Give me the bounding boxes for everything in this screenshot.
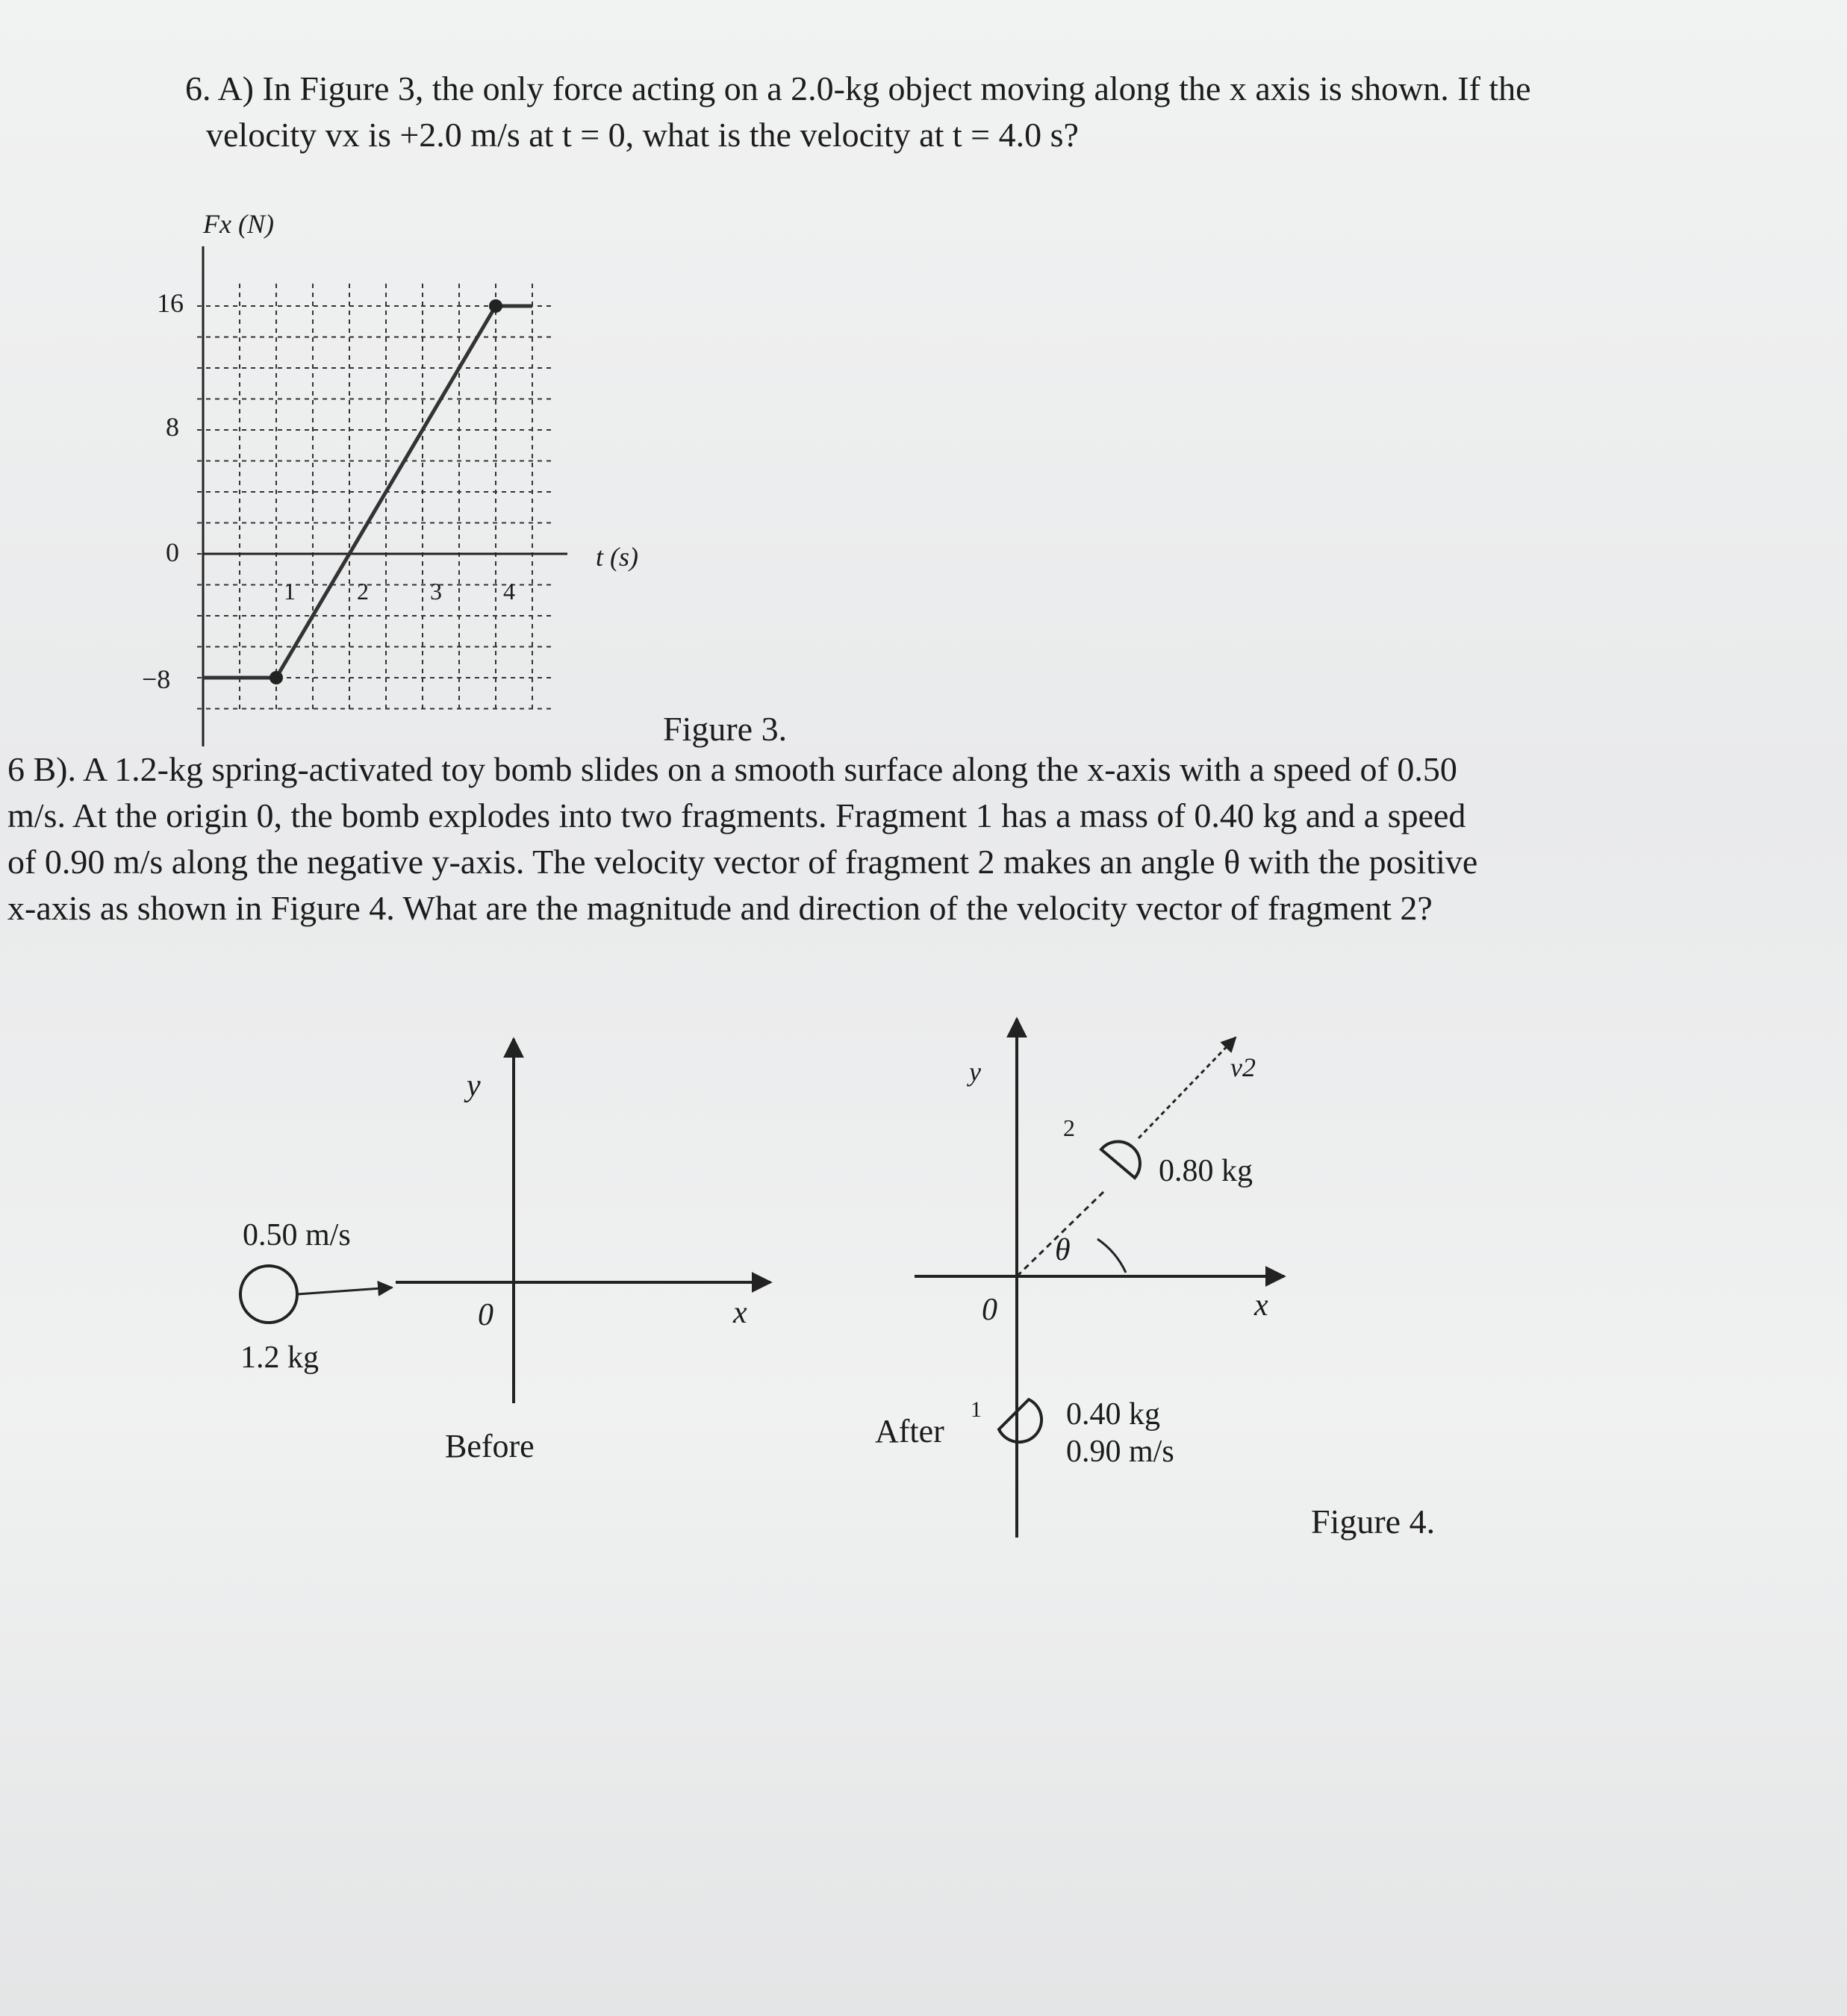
before-diagram <box>240 1039 770 1464</box>
figure-3-graph <box>127 194 694 761</box>
figure-4-caption: Figure 4. <box>1311 1502 1436 1541</box>
fragment2-velocity-arrow <box>1139 1037 1236 1138</box>
figure-4-diagram <box>209 1000 1329 1560</box>
after-diagram <box>875 1019 1284 1538</box>
fragment2-velocity-label: v2 <box>1230 1052 1256 1082</box>
x-tick-3: 3 <box>430 578 442 605</box>
graph-grid <box>197 284 551 711</box>
before-y-label: y <box>467 1069 481 1103</box>
question-b-line-3: of 0.90 m/s along the negative y-axis. The velocity vector of fragment 2 makes an angle θ with the positive <box>7 843 1478 881</box>
bomb-velocity-arrow <box>297 1288 392 1294</box>
graph-tick-labels <box>142 209 638 694</box>
data-point <box>270 671 283 684</box>
bomb-circle <box>240 1266 297 1323</box>
before-label: Before <box>445 1428 535 1464</box>
after-origin-label: 0 <box>982 1293 997 1327</box>
fragment2-shape <box>1101 1142 1140 1178</box>
question-b-line-4: x-axis as shown in Figure 4. What are the magnitude and direction of the velocity vector of fragment 2? <box>7 889 1433 927</box>
fragment1-shape <box>999 1399 1041 1442</box>
angle-theta-label: θ <box>1055 1233 1071 1267</box>
fragment2-mass: 0.80 kg <box>1159 1154 1253 1188</box>
x-axis-label: t (s) <box>596 542 638 572</box>
fragment1-speed: 0.90 m/s <box>1066 1435 1174 1469</box>
fragment1-number: 1 <box>971 1397 982 1422</box>
data-point <box>489 299 502 313</box>
x-tick-1: 1 <box>284 578 296 605</box>
before-x-label: x <box>733 1296 747 1330</box>
before-origin-label: 0 <box>478 1298 493 1332</box>
question-b-line-2: m/s. At the origin 0, the bomb explodes into two fragments. Fragment 1 has a mass of 0.40 kg and a speed <box>7 796 1466 834</box>
after-y-label: y <box>969 1057 981 1087</box>
fragment1-mass: 0.40 kg <box>1066 1397 1160 1432</box>
y-tick-16: 16 <box>157 288 184 318</box>
bomb-mass-label: 1.2 kg <box>240 1341 319 1375</box>
figure-3-caption: Figure 3. <box>663 710 788 748</box>
question-a-line-2: velocity vx is +2.0 m/s at t = 0, what is the velocity at t = 4.0 s? <box>206 116 1079 154</box>
angle-arc <box>1097 1239 1126 1273</box>
question-a-line-1: 6. A) In Figure 3, the only force acting on a 2.0-kg object moving along the x axis is shown. If the <box>185 69 1531 107</box>
y-axis-label: Fx (N) <box>203 209 274 239</box>
after-label: After <box>875 1413 944 1449</box>
fragment2-number: 2 <box>1063 1114 1075 1141</box>
question-b <box>7 746 1814 931</box>
bomb-speed-label: 0.50 m/s <box>243 1218 351 1252</box>
y-tick-neg8: −8 <box>142 664 171 694</box>
x-tick-4: 4 <box>503 578 515 605</box>
y-tick-0: 0 <box>166 537 179 567</box>
after-x-label: x <box>1254 1288 1268 1323</box>
question-a <box>185 66 1678 158</box>
question-b-line-1: 6 B). A 1.2-kg spring-activated toy bomb slides on a smooth surface along the x-axis with a speed of 0.50 <box>7 750 1457 788</box>
y-tick-8: 8 <box>166 412 179 442</box>
x-tick-2: 2 <box>357 578 369 605</box>
